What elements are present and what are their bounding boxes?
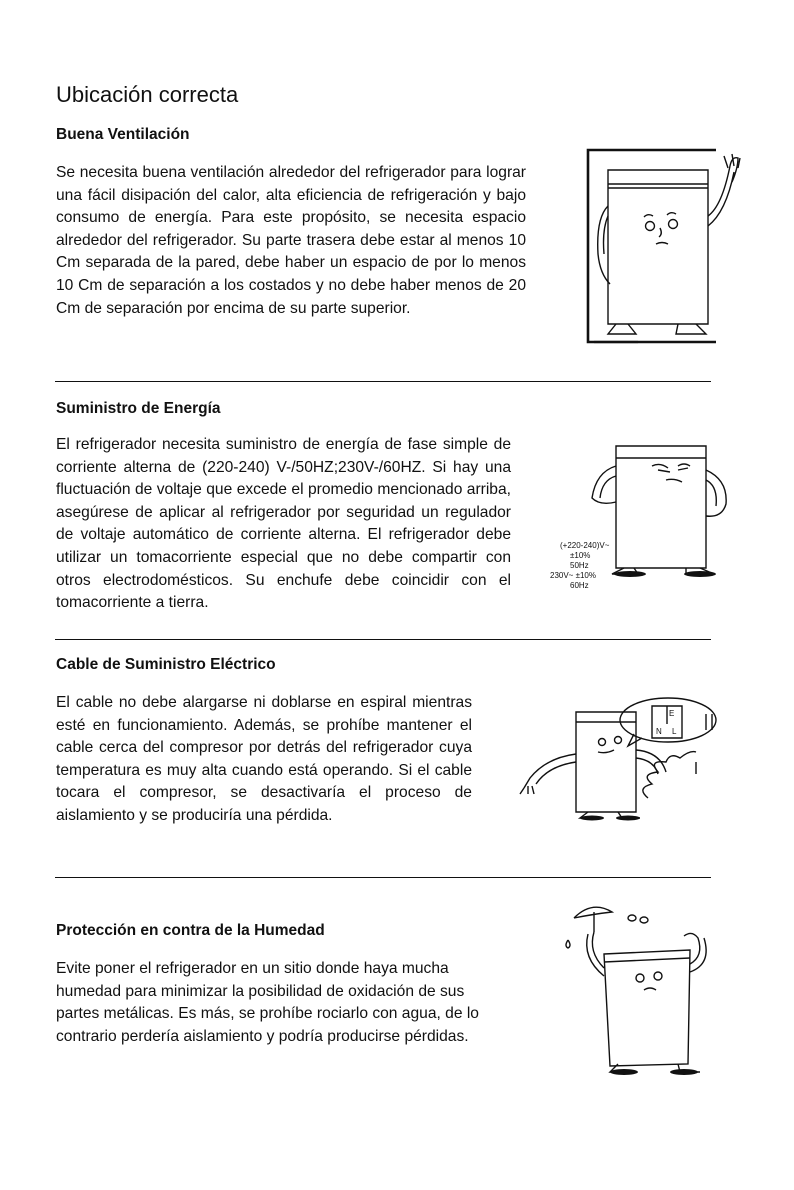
neutral-label: N xyxy=(656,727,662,736)
power-cable-illustration xyxy=(500,694,730,834)
frequency-label-1: 50Hz xyxy=(570,561,589,570)
live-label: L xyxy=(672,727,677,736)
tolerance-label-1: ±10% xyxy=(570,551,591,560)
fridge-body xyxy=(576,712,636,812)
section-body-humidity: Evite poner el refrigerador en un sitio donde haya mucha humedad para minimizar la posibilidad de oxidación de sus partes metálicas. Es más, se prohíbe rociarlo con agua, de lo contrario perdería aislamiento y podría producirse pérdidas. xyxy=(56,960,479,1045)
frequency-label-2: 60Hz xyxy=(570,581,589,590)
humidity-illustration xyxy=(560,898,730,1078)
ventilation-illustration xyxy=(578,146,748,346)
fridge-body xyxy=(608,170,708,324)
section-title-power-supply: Suministro de Energía xyxy=(56,400,221,417)
section-title-humidity: Protección en contra de la Humedad xyxy=(56,922,325,939)
voltage-label-2: 230V~ ±10% xyxy=(550,571,596,580)
power-supply-illustration xyxy=(540,436,740,596)
section-body-power-supply: El refrigerador necesita suministro de energía de fase simple de corriente alterna de (220-240) V-/50HZ;230V-/60HZ. Si hay una fluctuación de voltaje que excede el promedio mencionado arriba, asegúrese de aplicar al refrigerador por seguridad un regulador de voltaje automático de corriente alterna. El refrigerador debe utilizar un tomacorriente especial que no debe compartir con otros electrodomésticos. Su enchufe debe coincidir con el tomacorriente a tierra. xyxy=(56,436,511,612)
section-body-ventilation: Se necesita buena ventilación alrededor del refrigerador para lograr una fácil disipación del calor, alta eficiencia de refrigeración y bajo consumo de energía. Para este propósito, se necesita espacio alrededor del refrigerador. Su parte trasera debe estar al menos 10 Cm separada de la pared, debe haber un espacio de por lo menos 10 Cm de separación a los costados y no debe haber menos de 20 Cm de separación por encima de su parte superior. xyxy=(56,164,526,317)
section-title-ventilation: Buena Ventilación xyxy=(56,126,190,143)
earth-label: E xyxy=(669,709,675,718)
section-divider xyxy=(55,877,711,878)
voltage-label-1: (+220-240)V~ xyxy=(560,541,610,550)
page-title: Ubicación correcta xyxy=(56,82,239,107)
section-divider xyxy=(55,381,711,382)
fridge-body xyxy=(604,950,690,1066)
section-divider xyxy=(55,639,711,640)
section-title-power-cable: Cable de Suministro Eléctrico xyxy=(56,656,276,673)
section-body-power-cable: El cable no debe alargarse ni doblarse en espiral mientras esté en funcionamiento. Además, se prohíbe mantener el cable cerca del compresor por detrás del refrigerador cuya temperatura es muy alta cuando está operando. Si el cable tocara el compresor, se desactivaría el proceso de aislamiento y se produciría una pérdida. xyxy=(56,694,472,824)
